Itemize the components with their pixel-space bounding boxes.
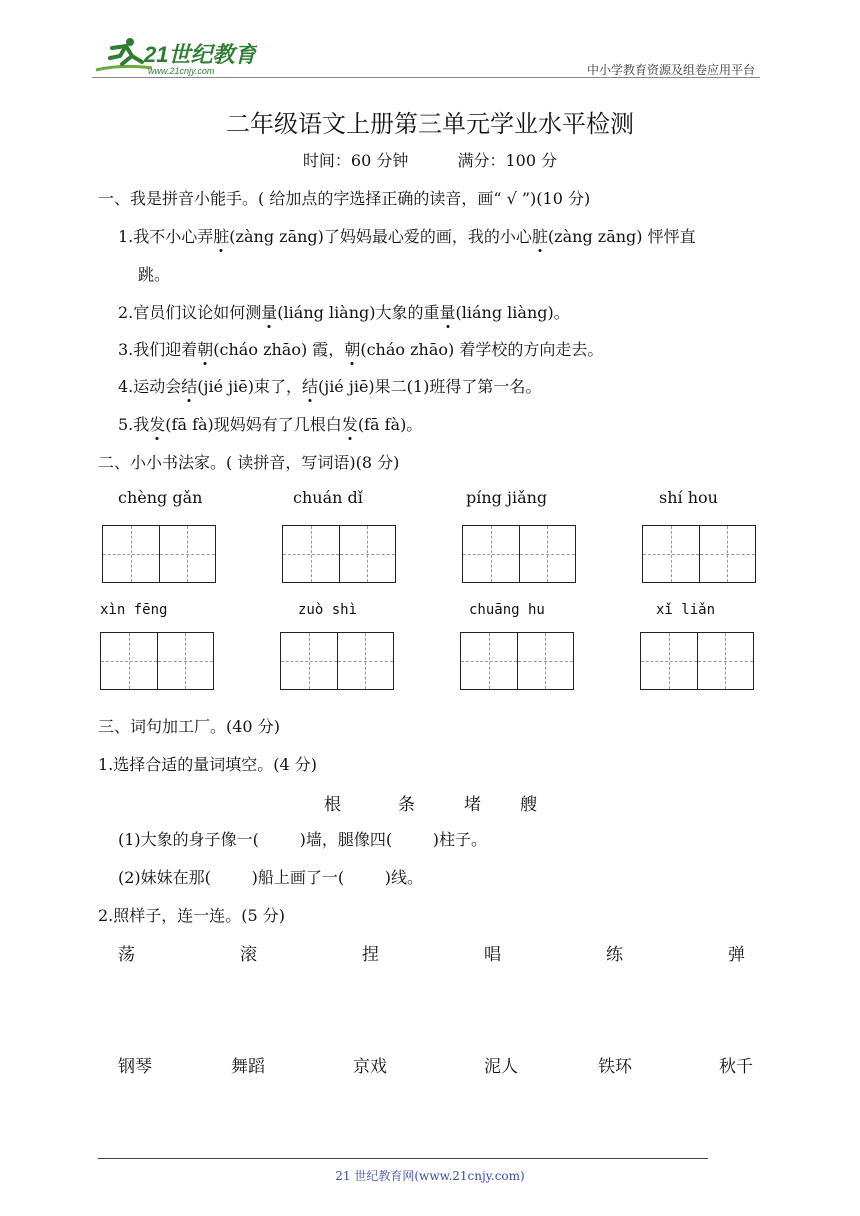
measure-word-option: 艘 bbox=[520, 795, 537, 815]
match-noun[interactable]: 秋千 bbox=[719, 1057, 753, 1077]
pinyin-prompt: shí hou bbox=[659, 488, 718, 507]
q4-dotted-char-1: 结 bbox=[181, 377, 198, 396]
q2-text-a: 2.官员们议论如何测 bbox=[118, 303, 262, 322]
section2-heading: 二、小小书法家。( 读拼音，写词语)(8 分) bbox=[98, 453, 400, 472]
q3-text-d: (cháo zhāo) 着学校的方向走去。 bbox=[360, 340, 604, 359]
pinyin-prompt: chuán dǐ bbox=[293, 488, 363, 507]
pinyin-prompt: xǐ liǎn bbox=[656, 602, 716, 618]
match-verb[interactable]: 滚 bbox=[240, 945, 257, 965]
match-verb[interactable]: 捏 bbox=[362, 945, 379, 965]
s1-question-5 bbox=[118, 412, 422, 435]
logo-text: 21世纪教育 bbox=[144, 42, 257, 67]
s1-question-1 bbox=[118, 224, 696, 247]
q1-text-a: 1.我不小心弄 bbox=[118, 227, 214, 246]
q1-dotted-char-2: 脏 bbox=[531, 227, 548, 246]
writing-grid[interactable] bbox=[460, 632, 574, 690]
writing-grid[interactable] bbox=[462, 525, 576, 583]
writing-grid[interactable] bbox=[640, 632, 754, 690]
q5-text-b: (fā fà)现妈妈有了几根白 bbox=[165, 415, 342, 434]
full-score: 满分：100 分 bbox=[457, 151, 558, 170]
q5-text-d: (fā fà)。 bbox=[357, 415, 423, 434]
footer-divider bbox=[98, 1158, 708, 1159]
q2-text-d: (liáng liàng)。 bbox=[455, 303, 570, 322]
exam-meta bbox=[0, 148, 860, 171]
s3-q1-sentence-2: (2)妹妹在那( )船上画了一( )线。 bbox=[118, 868, 424, 887]
time-limit: 时间：60 分钟 bbox=[302, 151, 409, 170]
site-logo bbox=[92, 34, 257, 78]
q5-dotted-char-1: 发 bbox=[149, 415, 166, 434]
q4-dotted-char-2: 结 bbox=[301, 377, 318, 396]
match-noun[interactable]: 钢琴 bbox=[118, 1057, 152, 1077]
s1-question-4 bbox=[118, 374, 541, 397]
q2-text-b: (liáng liàng)大象的重 bbox=[277, 303, 440, 322]
pinyin-prompt: píng jiǎng bbox=[466, 488, 548, 507]
measure-word-option: 条 bbox=[398, 795, 415, 815]
measure-word-option: 根 bbox=[324, 795, 341, 815]
runner-logo-icon bbox=[92, 34, 257, 78]
q2-dotted-char-2: 量 bbox=[439, 303, 456, 322]
q1-text-b: (zàng zāng)了妈妈最心爱的画，我的小心 bbox=[229, 227, 532, 246]
section3-heading: 三、词句加工厂。(40 分) bbox=[98, 717, 280, 736]
q5-text-a: 5.我 bbox=[118, 415, 150, 434]
writing-grid[interactable] bbox=[282, 525, 396, 583]
q4-text-b: (jié jiē)束了， bbox=[197, 377, 302, 396]
measure-word-option: 堵 bbox=[464, 795, 481, 815]
match-noun[interactable]: 铁环 bbox=[598, 1057, 632, 1077]
section1-heading: 一、我是拼音小能手。( 给加点的字选择正确的读音，画“ √ ”)(10 分) bbox=[98, 189, 591, 208]
match-verb[interactable]: 荡 bbox=[118, 945, 135, 965]
s3-q1-heading: 1.选择合适的量词填空。(4 分) bbox=[98, 755, 318, 774]
q4-text-d: (jié jiē)果二(1)班得了第一名。 bbox=[317, 377, 542, 396]
writing-grid[interactable] bbox=[280, 632, 394, 690]
writing-grid[interactable] bbox=[102, 525, 216, 583]
platform-tagline: 中小学教育资源及组卷应用平台 bbox=[586, 63, 755, 77]
match-verb[interactable]: 弹 bbox=[728, 945, 745, 965]
q3-text-a: 3.我们迎着 bbox=[118, 340, 198, 359]
s3-q1-sentence-1: (1)大象的身子像一( )墙，腿像四( )柱子。 bbox=[118, 830, 488, 849]
pinyin-prompt: xìn fēng bbox=[100, 602, 168, 618]
match-noun[interactable]: 舞蹈 bbox=[231, 1057, 265, 1077]
match-verb[interactable]: 练 bbox=[606, 945, 623, 965]
q4-text-a: 4.运动会 bbox=[118, 377, 182, 396]
s1-question-2 bbox=[118, 300, 570, 323]
match-noun[interactable]: 泥人 bbox=[484, 1057, 518, 1077]
page-title: 二年级语文上册第三单元学业水平检测 bbox=[226, 110, 634, 138]
writing-grid[interactable] bbox=[642, 525, 756, 583]
q5-dotted-char-2: 发 bbox=[341, 415, 358, 434]
q3-dotted-char-1: 朝 bbox=[197, 340, 214, 359]
match-verb[interactable]: 唱 bbox=[484, 945, 501, 965]
footer-link[interactable]: 21 世纪教育网(www.21cnjy.com) bbox=[335, 1169, 525, 1183]
pinyin-prompt: chèng gǎn bbox=[118, 488, 203, 507]
s1-question-3 bbox=[118, 337, 603, 360]
pinyin-prompt: chuāng hu bbox=[469, 602, 545, 618]
header-divider bbox=[92, 77, 760, 78]
writing-grid[interactable] bbox=[100, 632, 214, 690]
q1-text-d: (zàng zāng) 怦怦直 bbox=[547, 227, 696, 246]
s1-question-1-cont: 跳。 bbox=[138, 265, 171, 284]
q2-dotted-char-1: 量 bbox=[261, 303, 278, 322]
logo-url: www.21cnjy.com bbox=[148, 66, 215, 76]
match-noun[interactable]: 京戏 bbox=[353, 1057, 387, 1077]
q3-text-b: (cháo zhāo) 霞， bbox=[213, 340, 345, 359]
s3-q2-heading: 2.照样子，连一连。(5 分) bbox=[98, 906, 286, 925]
q1-dotted-char-1: 脏 bbox=[213, 227, 230, 246]
pinyin-prompt: zuò shì bbox=[298, 602, 358, 618]
q3-dotted-char-2: 朝 bbox=[344, 340, 361, 359]
